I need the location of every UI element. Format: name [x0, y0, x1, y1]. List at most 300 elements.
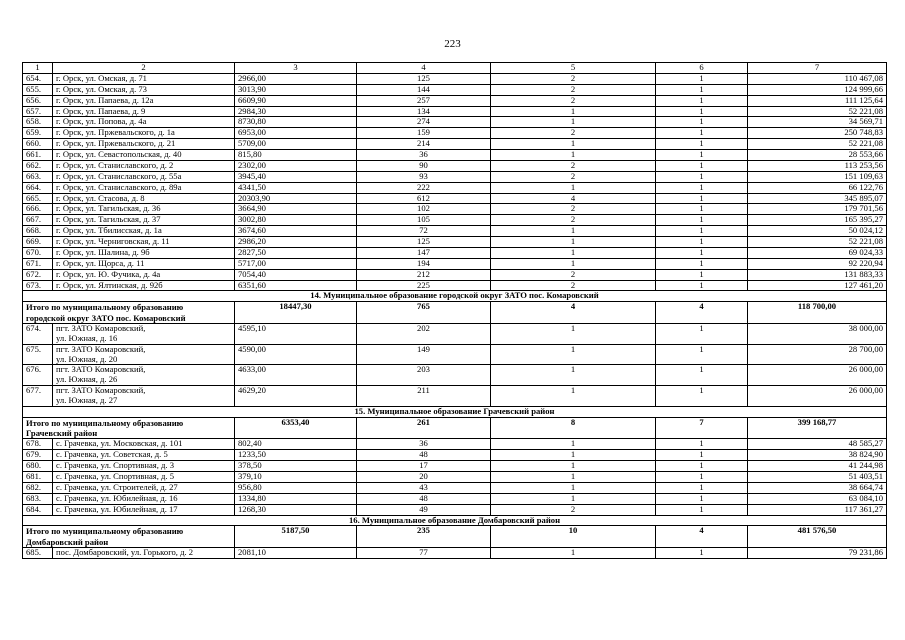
table-row: [23, 117, 887, 128]
count-cell: 1: [656, 258, 748, 269]
area-cell: 1268,30: [235, 504, 357, 515]
row-number: 655.: [23, 84, 53, 95]
row-number: 659.: [23, 128, 53, 139]
residents-cell: 49: [357, 504, 491, 515]
count-cell: 2: [491, 84, 656, 95]
count-cell: 1: [656, 139, 748, 150]
residents-cell: 36: [357, 439, 491, 450]
column-number-header: 2: [53, 63, 235, 74]
address-cell: г. Орск, ул. Папаева, д. 9: [53, 106, 235, 117]
table-row: [23, 160, 887, 171]
row-number: 680.: [23, 461, 53, 472]
count-cell: 1: [656, 237, 748, 248]
count-cell: 1: [656, 323, 748, 344]
residents-cell: 144: [357, 84, 491, 95]
residents-cell: 72: [357, 226, 491, 237]
table-row: [23, 139, 887, 150]
count-cell: 1: [656, 73, 748, 84]
table-row: [23, 548, 887, 559]
count-cell: 1: [656, 365, 748, 386]
address-cell: г. Орск, ул. Севастопольская, д. 40: [53, 150, 235, 161]
residents-cell: 134: [357, 106, 491, 117]
table-row: [23, 226, 887, 237]
area-cell: 3002,80: [235, 215, 357, 226]
amount-cell: 179 701,56: [748, 204, 887, 215]
count-cell: 1: [491, 439, 656, 450]
area-cell: 378,50: [235, 461, 357, 472]
table-row: [23, 171, 887, 182]
row-number: 670.: [23, 247, 53, 258]
table-row: [23, 269, 887, 280]
count-cell: 1: [491, 258, 656, 269]
address-cell: [53, 365, 235, 386]
residents-cell: 105: [357, 215, 491, 226]
table-row: [23, 106, 887, 117]
address-cell: с. Грачевка, ул. Московская, д. 101: [53, 439, 235, 450]
residents-cell: 48: [357, 450, 491, 461]
row-number: 666.: [23, 204, 53, 215]
residents-cell: 214: [357, 139, 491, 150]
subtotal-row: [23, 302, 887, 324]
amount-cell: 38 000,00: [748, 323, 887, 344]
amount-cell: 345 895,07: [748, 193, 887, 204]
count-cell: 1: [656, 269, 748, 280]
table-row: [23, 472, 887, 483]
count-cell: 1: [656, 482, 748, 493]
residents-cell: 257: [357, 95, 491, 106]
page-number: 223: [444, 38, 461, 50]
address-cell: с. Грачевка, ул. Спортивная, д. 5: [53, 472, 235, 483]
area-cell: 1334,80: [235, 493, 357, 504]
area-cell: 2302,00: [235, 160, 357, 171]
table-row: [23, 482, 887, 493]
count-cell: 1: [656, 160, 748, 171]
address-line: ул. Южная, д. 27: [56, 395, 118, 405]
amount-cell: 69 024,33: [748, 247, 887, 258]
count-cell: 1: [656, 461, 748, 472]
table-row: [23, 258, 887, 269]
address-cell: г. Орск, ул. Папаева, д. 12а: [53, 95, 235, 106]
count-cell: 1: [656, 344, 748, 365]
column-number-header: 4: [357, 63, 491, 74]
subtotal-label-line: Домбаровский район: [26, 536, 109, 547]
count-cell: 4: [656, 526, 748, 548]
row-number: 669.: [23, 237, 53, 248]
address-line: пгт. ЗАТО Комаровский,: [56, 323, 146, 333]
amount-cell: 28 700,00: [748, 344, 887, 365]
address-cell: г. Орск, ул. Станиславского, д. 89а: [53, 182, 235, 193]
address-line: пгт. ЗАТО Комаровский,: [56, 344, 146, 354]
area-cell: 4341,50: [235, 182, 357, 193]
count-cell: 1: [491, 150, 656, 161]
row-number: 664.: [23, 182, 53, 193]
residents-cell: 765: [357, 302, 491, 324]
subtotal-label-line: Итого по муниципальному образованию: [26, 526, 184, 537]
section-title: 15. Муниципальное образование Грачевский район: [23, 406, 887, 417]
residents-cell: 48: [357, 493, 491, 504]
amount-cell: 34 569,71: [748, 117, 887, 128]
amount-cell: 50 024,12: [748, 226, 887, 237]
table-row: [23, 237, 887, 248]
address-cell: с. Грачевка, ул. Юбилейная, д. 17: [53, 504, 235, 515]
amount-cell: 113 253,56: [748, 160, 887, 171]
count-cell: 1: [656, 215, 748, 226]
row-number: 678.: [23, 439, 53, 450]
address-cell: г. Орск, ул. Станиславского, д. 55а: [53, 171, 235, 182]
subtotal-label-line: Итого по муниципальному образованию: [26, 417, 184, 428]
table-row: [23, 504, 887, 515]
area-cell: 5709,00: [235, 139, 357, 150]
table-row: [23, 461, 887, 472]
count-cell: 1: [656, 95, 748, 106]
count-cell: 1: [491, 493, 656, 504]
area-cell: 3664,90: [235, 204, 357, 215]
subtotal-label-line: Итого по муниципальному образованию: [26, 302, 184, 313]
area-cell: 4595,10: [235, 323, 357, 344]
area-cell: 6609,90: [235, 95, 357, 106]
area-cell: 7054,40: [235, 269, 357, 280]
count-cell: 1: [656, 439, 748, 450]
table-row: [23, 84, 887, 95]
table-row: [23, 204, 887, 215]
address-cell: г. Орск, ул. Ю. Фучика, д. 4а: [53, 269, 235, 280]
residents-cell: 212: [357, 269, 491, 280]
count-cell: 1: [491, 472, 656, 483]
count-cell: 1: [491, 365, 656, 386]
amount-cell: 111 125,64: [748, 95, 887, 106]
count-cell: 2: [491, 215, 656, 226]
residents-cell: 102: [357, 204, 491, 215]
row-number: 662.: [23, 160, 53, 171]
area-cell: 802,40: [235, 439, 357, 450]
area-cell: 956,80: [235, 482, 357, 493]
residents-cell: 149: [357, 344, 491, 365]
row-number: 661.: [23, 150, 53, 161]
address-cell: г. Орск, ул. Омская, д. 73: [53, 84, 235, 95]
count-cell: 1: [656, 504, 748, 515]
residents-cell: 90: [357, 160, 491, 171]
column-number-header-row: [23, 63, 887, 74]
area-cell: 3945,40: [235, 171, 357, 182]
count-cell: 1: [656, 171, 748, 182]
section-heading-row: [23, 515, 887, 526]
area-cell: 4629,20: [235, 386, 357, 407]
area-cell: 20303,90: [235, 193, 357, 204]
count-cell: 1: [491, 106, 656, 117]
table-row: [23, 323, 887, 344]
count-cell: 1: [656, 106, 748, 117]
area-cell: 4590,00: [235, 344, 357, 365]
subtotal-label: [23, 417, 235, 439]
area-cell: 6353,40: [235, 417, 357, 439]
table-row: [23, 439, 887, 450]
residents-cell: 77: [357, 548, 491, 559]
column-number-header: 5: [491, 63, 656, 74]
count-cell: 2: [491, 171, 656, 182]
column-number-header: 3: [235, 63, 357, 74]
table-row: [23, 215, 887, 226]
address-line: пгт. ЗАТО Комаровский,: [56, 385, 146, 396]
count-cell: 4: [491, 302, 656, 324]
amount-cell: 51 403,51: [748, 472, 887, 483]
table-row: [23, 386, 887, 407]
address-cell: г. Орск, ул. Омская, д. 71: [53, 73, 235, 84]
subtotal-label: [23, 526, 235, 548]
area-cell: 815,80: [235, 150, 357, 161]
area-cell: 5717,00: [235, 258, 357, 269]
address-cell: г. Орск, ул. Ялтинская, д. 92б: [53, 280, 235, 291]
address-cell: г. Орск, ул. Тагильская, д. 36: [53, 204, 235, 215]
amount-cell: 250 748,83: [748, 128, 887, 139]
area-cell: 2966,00: [235, 73, 357, 84]
table-row: [23, 450, 887, 461]
subtotal-label-line: городской округ ЗАТО пос. Комаровский: [26, 312, 186, 323]
residents-cell: 225: [357, 280, 491, 291]
register-table-body: [23, 63, 887, 559]
column-number-header: 7: [748, 63, 887, 74]
row-number: 676.: [23, 365, 53, 386]
row-number: 663.: [23, 171, 53, 182]
table-row: [23, 73, 887, 84]
area-cell: 2984,30: [235, 106, 357, 117]
address-cell: пос. Домбаровский, ул. Горького, д. 2: [53, 548, 235, 559]
count-cell: 1: [656, 493, 748, 504]
count-cell: 2: [491, 204, 656, 215]
count-cell: 1: [656, 117, 748, 128]
amount-cell: 92 220,94: [748, 258, 887, 269]
area-cell: 6953,00: [235, 128, 357, 139]
row-number: 681.: [23, 472, 53, 483]
table-row: [23, 128, 887, 139]
amount-cell: 38 824,90: [748, 450, 887, 461]
address-line: ул. Южная, д. 20: [56, 353, 118, 364]
table-row: [23, 344, 887, 365]
address-cell: г. Орск, ул. Пржевальского, д. 21: [53, 139, 235, 150]
amount-cell: 26 000,00: [748, 386, 887, 407]
row-number: 667.: [23, 215, 53, 226]
count-cell: 1: [491, 344, 656, 365]
area-cell: 3674,60: [235, 226, 357, 237]
address-cell: [53, 323, 235, 344]
amount-cell: 127 461,20: [748, 280, 887, 291]
residents-cell: 147: [357, 247, 491, 258]
count-cell: 1: [656, 386, 748, 407]
column-number-header: 1: [23, 63, 53, 74]
subtotal-row: [23, 417, 887, 439]
residents-cell: 203: [357, 365, 491, 386]
amount-cell: 52 221,08: [748, 139, 887, 150]
table-row: [23, 182, 887, 193]
row-number: 674.: [23, 323, 53, 344]
table-row: [23, 193, 887, 204]
count-cell: 1: [491, 139, 656, 150]
count-cell: 10: [491, 526, 656, 548]
residents-cell: 222: [357, 182, 491, 193]
row-number: 677.: [23, 386, 53, 407]
residents-cell: 125: [357, 73, 491, 84]
area-cell: 2827,50: [235, 247, 357, 258]
address-cell: г. Орск, ул. Пржевальского, д. 1а: [53, 128, 235, 139]
residents-cell: 211: [357, 386, 491, 407]
count-cell: 1: [656, 226, 748, 237]
count-cell: 1: [491, 450, 656, 461]
residents-cell: 194: [357, 258, 491, 269]
row-number: 660.: [23, 139, 53, 150]
table-row: [23, 95, 887, 106]
amount-cell: 110 467,08: [748, 73, 887, 84]
register-table: [22, 62, 887, 559]
row-number: 668.: [23, 226, 53, 237]
count-cell: 1: [656, 150, 748, 161]
count-cell: 1: [491, 117, 656, 128]
table-row: [23, 365, 887, 386]
table-row: [23, 150, 887, 161]
subtotal-label-line: Грачевский район: [26, 428, 98, 439]
count-cell: 2: [491, 160, 656, 171]
count-cell: 2: [491, 73, 656, 84]
count-cell: 2: [491, 504, 656, 515]
count-cell: 2: [491, 128, 656, 139]
amount-cell: 131 883,33: [748, 269, 887, 280]
address-cell: г. Орск, ул. Черниговская, д. 11: [53, 237, 235, 248]
address-cell: [53, 386, 235, 407]
amount-cell: 481 576,50: [748, 526, 887, 548]
residents-cell: 274: [357, 117, 491, 128]
count-cell: 1: [656, 472, 748, 483]
area-cell: 3013,90: [235, 84, 357, 95]
row-number: 654.: [23, 73, 53, 84]
area-cell: 2986,20: [235, 237, 357, 248]
section-heading-row: [23, 291, 887, 302]
address-line: пгт. ЗАТО Комаровский,: [56, 364, 146, 375]
row-number: 679.: [23, 450, 53, 461]
count-cell: 1: [656, 204, 748, 215]
count-cell: 4: [491, 193, 656, 204]
residents-cell: 612: [357, 193, 491, 204]
address-cell: г. Орск, ул. Щорса, д. 11: [53, 258, 235, 269]
amount-cell: 117 361,27: [748, 504, 887, 515]
residents-cell: 17: [357, 461, 491, 472]
count-cell: 1: [656, 193, 748, 204]
amount-cell: 118 700,00: [748, 302, 887, 324]
row-number: 672.: [23, 269, 53, 280]
table-row: [23, 280, 887, 291]
subtotal-row: [23, 526, 887, 548]
count-cell: 1: [656, 182, 748, 193]
amount-cell: 151 109,63: [748, 171, 887, 182]
amount-cell: 52 221,08: [748, 106, 887, 117]
row-number: 684.: [23, 504, 53, 515]
row-number: 682.: [23, 482, 53, 493]
section-heading-row: [23, 406, 887, 417]
address-cell: г. Орск, ул. Станиславского, д. 2: [53, 160, 235, 171]
residents-cell: 125: [357, 237, 491, 248]
count-cell: 4: [656, 302, 748, 324]
residents-cell: 36: [357, 150, 491, 161]
amount-cell: 41 244,98: [748, 461, 887, 472]
amount-cell: 26 000,00: [748, 365, 887, 386]
residents-cell: 93: [357, 171, 491, 182]
address-cell: с. Грачевка, ул. Спортивная, д. 3: [53, 461, 235, 472]
count-cell: 2: [491, 269, 656, 280]
count-cell: 1: [491, 247, 656, 258]
count-cell: 1: [491, 386, 656, 407]
count-cell: 1: [491, 461, 656, 472]
count-cell: 1: [491, 548, 656, 559]
amount-cell: 52 221,08: [748, 237, 887, 248]
amount-cell: 165 395,27: [748, 215, 887, 226]
residents-cell: 261: [357, 417, 491, 439]
amount-cell: 399 168,77: [748, 417, 887, 439]
address-cell: с. Грачевка, ул. Советская, д. 5: [53, 450, 235, 461]
address-cell: г. Орск, ул. Тагильская, д. 37: [53, 215, 235, 226]
section-title: 14. Муниципальное образование городской округ ЗАТО пос. Комаровский: [23, 291, 887, 302]
amount-cell: 38 664,74: [748, 482, 887, 493]
address-cell: с. Грачевка, ул. Юбилейная, д. 16: [53, 493, 235, 504]
address-line: ул. Южная, д. 16: [56, 332, 118, 343]
address-cell: г. Орск, ул. Попова, д. 4а: [53, 117, 235, 128]
row-number: 656.: [23, 95, 53, 106]
count-cell: 1: [491, 182, 656, 193]
row-number: 658.: [23, 117, 53, 128]
amount-cell: 66 122,76: [748, 182, 887, 193]
column-number-header: 6: [656, 63, 748, 74]
count-cell: 1: [491, 237, 656, 248]
count-cell: 2: [491, 95, 656, 106]
address-cell: г. Орск, ул. Шалина, д. 9б: [53, 247, 235, 258]
count-cell: 1: [491, 323, 656, 344]
count-cell: 8: [491, 417, 656, 439]
count-cell: 1: [656, 548, 748, 559]
address-cell: г. Орск, ул. Тбилисская, д. 1а: [53, 226, 235, 237]
count-cell: 1: [656, 450, 748, 461]
area-cell: 18447,30: [235, 302, 357, 324]
area-cell: 379,10: [235, 472, 357, 483]
residents-cell: 20: [357, 472, 491, 483]
table-row: [23, 493, 887, 504]
area-cell: 8730,80: [235, 117, 357, 128]
residents-cell: 159: [357, 128, 491, 139]
row-number: 685.: [23, 548, 53, 559]
count-cell: 1: [656, 128, 748, 139]
address-cell: с. Грачевка, ул. Строителей, д. 27: [53, 482, 235, 493]
row-number: 657.: [23, 106, 53, 117]
count-cell: 7: [656, 417, 748, 439]
area-cell: 2081,10: [235, 548, 357, 559]
amount-cell: 79 231,86: [748, 548, 887, 559]
count-cell: 1: [656, 280, 748, 291]
residents-cell: 202: [357, 323, 491, 344]
area-cell: 5187,50: [235, 526, 357, 548]
address-cell: [53, 344, 235, 365]
count-cell: 1: [491, 482, 656, 493]
count-cell: 2: [491, 280, 656, 291]
count-cell: 1: [656, 84, 748, 95]
row-number: 675.: [23, 344, 53, 365]
amount-cell: 63 084,10: [748, 493, 887, 504]
amount-cell: 28 553,66: [748, 150, 887, 161]
area-cell: 1233,50: [235, 450, 357, 461]
row-number: 671.: [23, 258, 53, 269]
amount-cell: 124 999,66: [748, 84, 887, 95]
area-cell: 4633,00: [235, 365, 357, 386]
row-number: 683.: [23, 493, 53, 504]
row-number: 665.: [23, 193, 53, 204]
residents-cell: 235: [357, 526, 491, 548]
count-cell: 1: [656, 247, 748, 258]
area-cell: 6351,60: [235, 280, 357, 291]
amount-cell: 48 585,27: [748, 439, 887, 450]
